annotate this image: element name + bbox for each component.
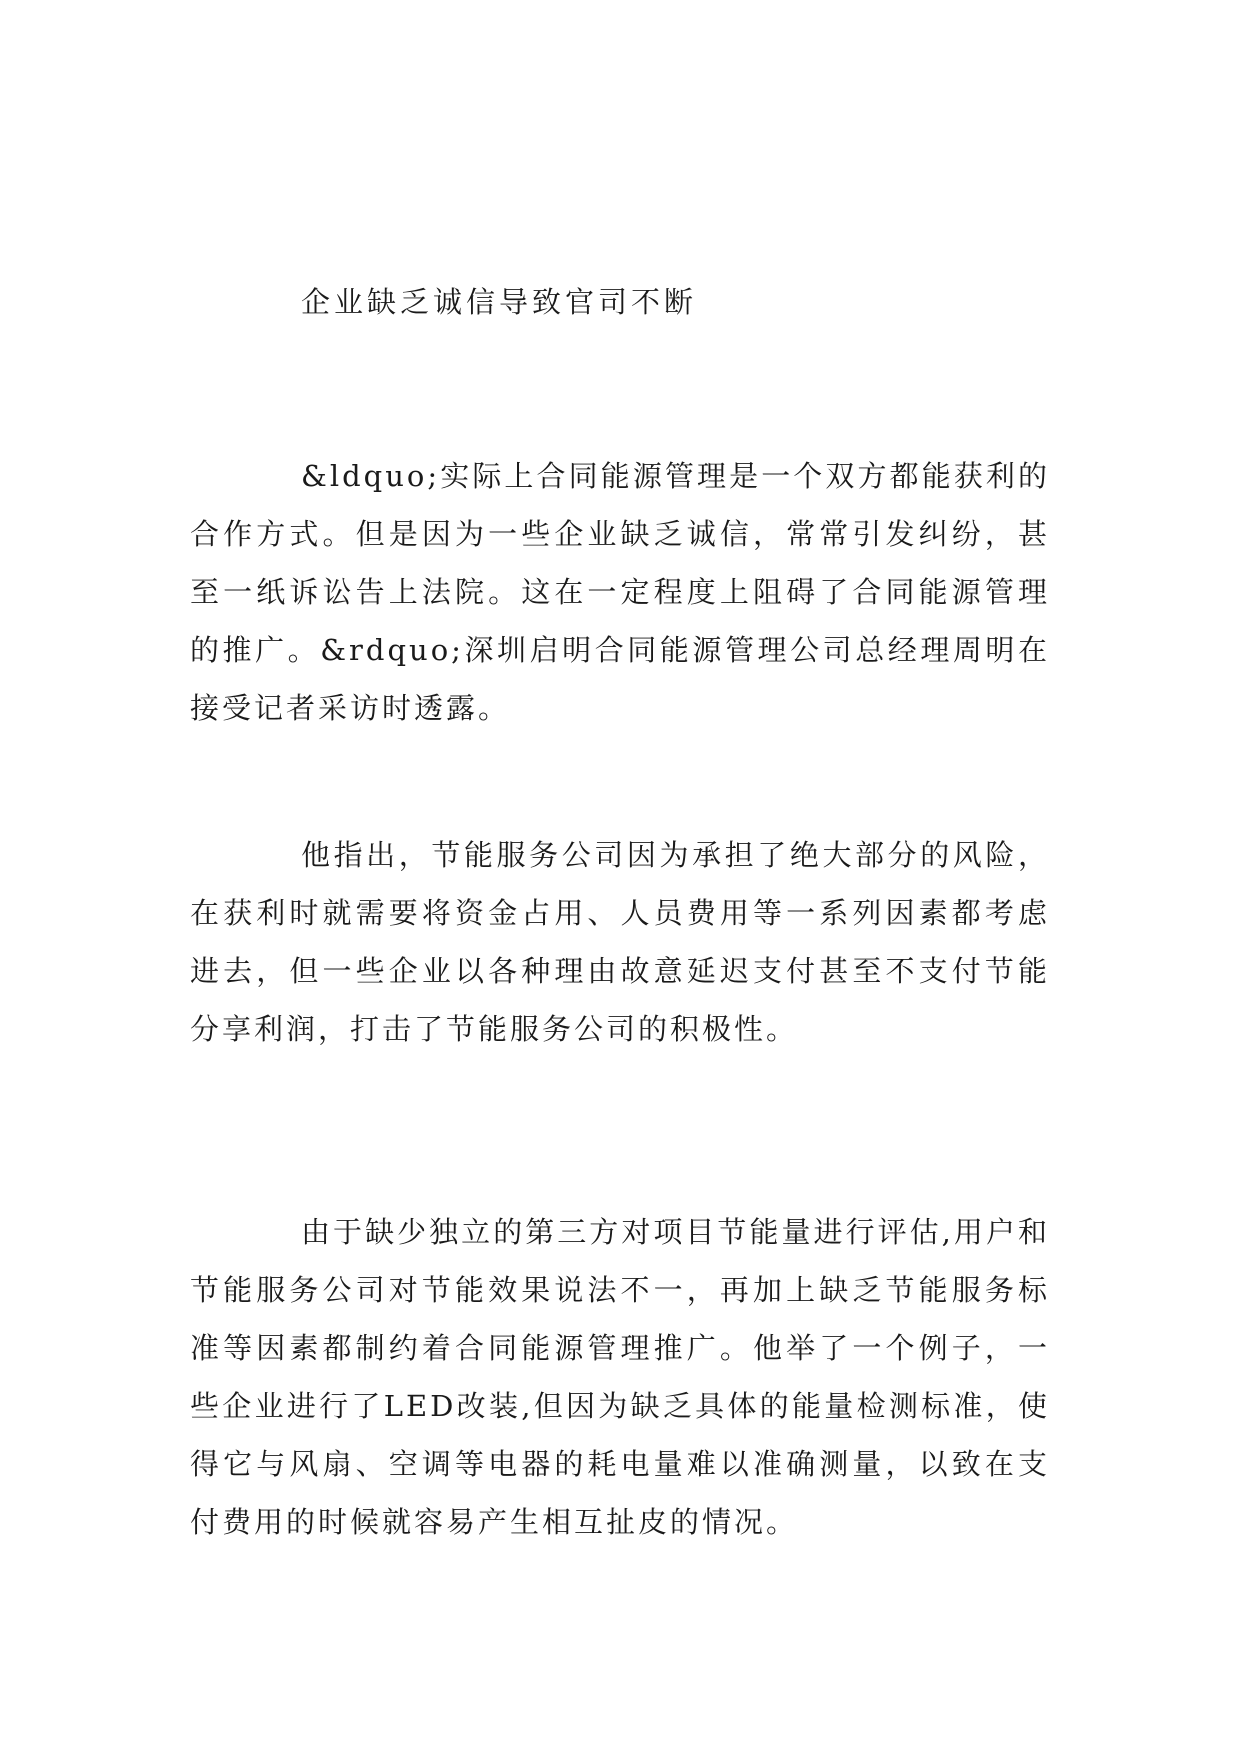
paragraph-2: 他指出，节能服务公司因为承担了绝大部分的风险，在获利时就需要将资金占用、人员费用等一系列因素都考虑进去，但一些企业以各种理由故意延迟支付甚至不支付节能分享利润，打击了节能服务公司的积极性。 (190, 838, 1050, 1046)
paragraph-1: &ldquo;实际上合同能源管理是一个双方都能获利的合作方式。但是因为一些企业缺乏诚信，常常引发纠纷，甚至一纸诉讼告上法院。这在一定程度上阻碍了合同能源管理的推广。&rdquo;深圳启明合同能源管理公司总经理周明在接受记者采访时透露。 (190, 459, 1050, 725)
paragraph-3: 由于缺少独立的第三方对项目节能量进行评估,用户和节能服务公司对节能效果说法不一，再加上缺乏节能服务标准等因素都制约着合同能源管理推广。他举了一个例子，一些企业进行了LED改装,但因为缺乏具体的能量检测标准，使得它与风扇、空调等电器的耗电量难以准确测量，以致在支付费用的时候就容易产生相互扯皮的情况。 (190, 1215, 1050, 1539)
document-title: 企业缺乏诚信导致官司不断 (301, 285, 698, 319)
